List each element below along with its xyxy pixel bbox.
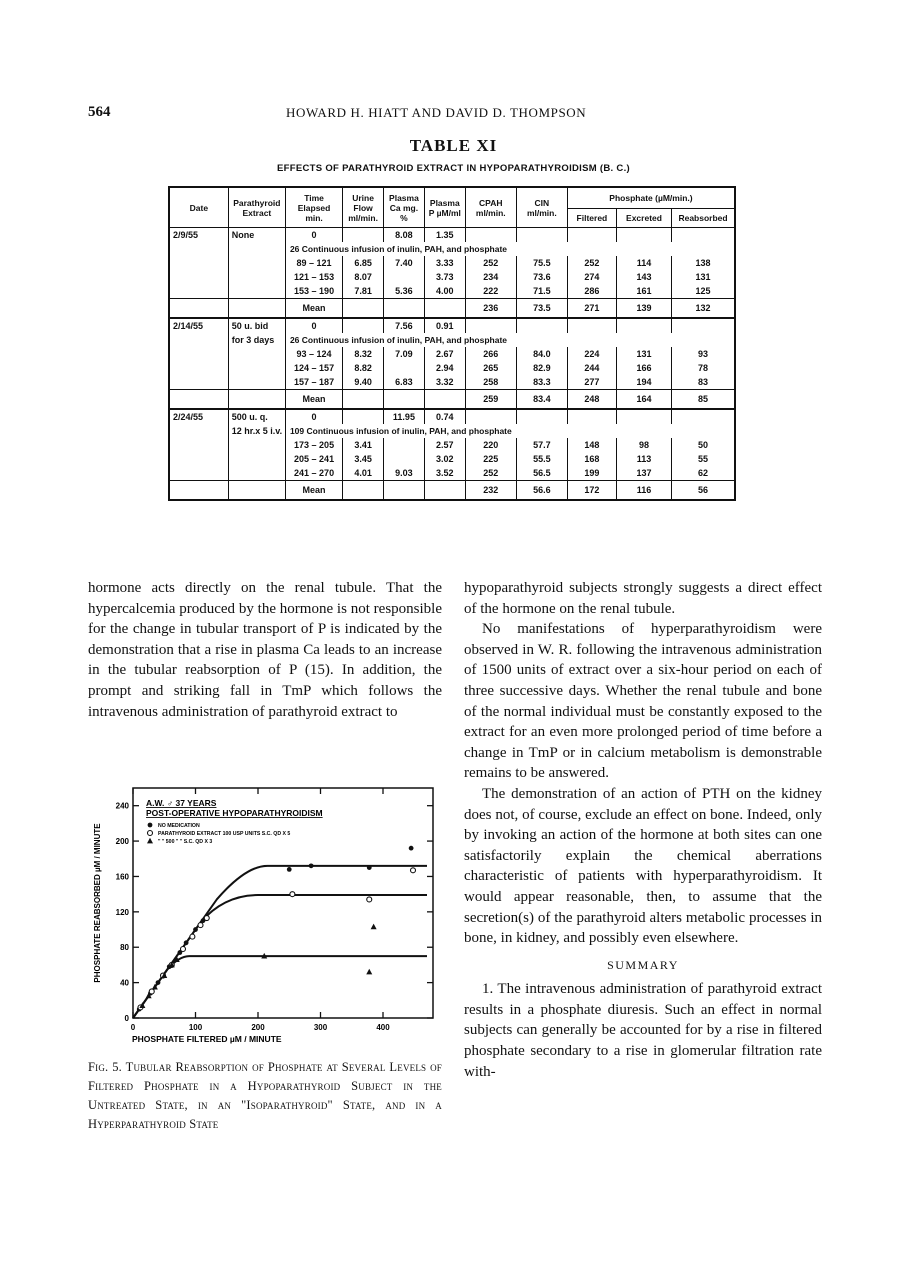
cell-plasma-p: 2.57	[424, 438, 465, 452]
table-row	[169, 270, 735, 284]
cell-cin: 82.9	[516, 361, 567, 375]
cell-urine-flow: 9.40	[343, 375, 384, 390]
left-paragraph: hormone acts directly on the renal tubule. That the hypercalcemia produced by the hormone is not responsible for the change in tubular transport of P is indicated by the demonstration that a rise in plasma Ca leads to an increase in the tubular reabsorption of P (15). In addition, the prompt and striking fall in TmP which follows the intravenous administration of parathyroid extract to	[88, 580, 442, 720]
cell-extract	[228, 452, 285, 466]
cell-mean-label: Mean	[285, 390, 342, 410]
data-point-open-circle	[290, 892, 295, 897]
table-row	[169, 242, 735, 256]
cell-cpah	[465, 409, 516, 424]
col-header-phosphate: Phosphate (µM/min.)	[567, 187, 735, 209]
col-header-excreted: Excreted	[616, 209, 671, 228]
cell-excreted	[616, 228, 671, 243]
y-tick-label: 120	[115, 907, 129, 917]
cell-excreted: 143	[616, 270, 671, 284]
cell-filtered	[567, 318, 616, 333]
summary-paragraph-1: 1. The intravenous administration of parathyroid extract results in a phosphate diuresis. Such an effect in normal subjects can generally be accounted for by a rise in filtered phosphate secondary to a rise in glomerular filtration rate with-	[464, 981, 822, 1080]
summary-heading: SUMMARY	[607, 957, 679, 972]
cell-urine-flow	[343, 318, 384, 333]
cell-plasma-ca: 7.40	[384, 256, 425, 270]
cell-filtered: 286	[567, 284, 616, 299]
cell-extract: for 3 days	[228, 333, 285, 347]
cell-extract	[228, 270, 285, 284]
cell-date	[169, 375, 228, 390]
data-point-filled-circle	[184, 940, 189, 945]
page-number: 564	[88, 104, 111, 120]
data-point-filled-circle	[193, 927, 198, 932]
cell-time: 0	[285, 228, 342, 243]
table-row	[169, 409, 735, 424]
right-paragraph-1: hypoparathyroid subjects strongly suggests a direct effect of the hormone on the renal tubule.	[464, 580, 822, 617]
legend-marker-filled-circle	[148, 823, 153, 828]
col-header-cin: CIN ml/min.	[516, 187, 567, 228]
cell-cin	[516, 318, 567, 333]
cell-date	[169, 299, 228, 319]
cell-time: 0	[285, 409, 342, 424]
cell-extract	[228, 438, 285, 452]
x-tick-label: 300	[313, 1023, 328, 1032]
cell-mean-label: Mean	[285, 481, 342, 501]
cell-reabsorbed: 78	[672, 361, 735, 375]
table-caption: EFFECTS OF PARATHYROID EXTRACT IN HYPOPARATHYROIDISM (B. C.)	[277, 163, 630, 174]
legend-entry-label: PARATHYROID EXTRACT 100 USP UNITS S.C. QD X 5	[158, 831, 291, 837]
table-row	[169, 390, 735, 410]
cell-date: 2/14/55	[169, 318, 228, 333]
cell-extract: 500 u. q.	[228, 409, 285, 424]
data-point-open-circle	[149, 989, 154, 994]
data-point-filled-circle	[287, 867, 292, 872]
cell-excreted: 161	[616, 284, 671, 299]
cell-excreted: 113	[616, 452, 671, 466]
cell-cpah: 252	[465, 466, 516, 481]
data-point-open-circle	[411, 868, 416, 873]
y-tick-label: 0	[124, 1014, 129, 1023]
cell-filtered: 277	[567, 375, 616, 390]
cell-extract	[228, 361, 285, 375]
cell-cpah: 236	[465, 299, 516, 319]
cell-excreted: 114	[616, 256, 671, 270]
cell-excreted: 166	[616, 361, 671, 375]
cell-cin: 73.5	[516, 299, 567, 319]
cell-cpah: 266	[465, 347, 516, 361]
cell-date	[169, 424, 228, 438]
y-tick-label: 200	[115, 837, 129, 847]
table-row	[169, 347, 735, 361]
cell-excreted	[616, 318, 671, 333]
cell-cin: 57.7	[516, 438, 567, 452]
col-header-cpah: CPAH ml/min.	[465, 187, 516, 228]
cell-excreted	[616, 409, 671, 424]
cell-plasma-ca	[384, 299, 425, 319]
col-header-time: Time Elapsed min.	[285, 187, 342, 228]
table-row	[169, 375, 735, 390]
cell-plasma-ca: 7.56	[384, 318, 425, 333]
cell-filtered: 148	[567, 438, 616, 452]
data-point-filled-circle	[367, 865, 372, 870]
table-row	[169, 284, 735, 299]
cell-plasma-ca	[384, 390, 425, 410]
cell-time: 89 – 121	[285, 256, 342, 270]
cell-plasma-ca: 7.09	[384, 347, 425, 361]
cell-urine-flow: 8.32	[343, 347, 384, 361]
cell-cpah: 252	[465, 256, 516, 270]
cell-cpah: 222	[465, 284, 516, 299]
x-tick-label: 400	[376, 1023, 390, 1032]
cell-cin	[516, 409, 567, 424]
cell-cpah: 220	[465, 438, 516, 452]
cell-plasma-p: 4.00	[424, 284, 465, 299]
cell-filtered: 248	[567, 390, 616, 410]
cell-filtered: 224	[567, 347, 616, 361]
cell-filtered	[567, 228, 616, 243]
cell-urine-flow: 7.81	[343, 284, 384, 299]
cell-infusion-note: 26 Continuous infusion of inulin, PAH, and phosphate	[289, 243, 508, 254]
cell-urine-flow	[343, 409, 384, 424]
cell-reabsorbed: 50	[672, 438, 735, 452]
table-row	[169, 466, 735, 481]
cell-plasma-ca: 9.03	[384, 466, 425, 481]
cell-plasma-p: 0.91	[424, 318, 465, 333]
cell-cpah: 265	[465, 361, 516, 375]
cell-urine-flow	[343, 390, 384, 410]
cell-cin	[516, 228, 567, 243]
cell-plasma-p: 3.73	[424, 270, 465, 284]
cell-extract	[228, 242, 285, 256]
col-header-filtered: Filtered	[567, 209, 616, 228]
cell-plasma-ca: 11.95	[384, 409, 425, 424]
data-point-filled-circle	[156, 980, 161, 985]
table-title: TABLE XI	[409, 136, 498, 155]
cell-extract: 50 u. bid	[228, 318, 285, 333]
cell-mean-label: Mean	[285, 299, 342, 319]
cell-plasma-p	[424, 481, 465, 501]
col-header-reabsorbed: Reabsorbed	[672, 209, 735, 228]
cell-date	[169, 284, 228, 299]
cell-time: 0	[285, 318, 342, 333]
cell-date	[169, 390, 228, 410]
cell-date	[169, 333, 228, 347]
cell-reabsorbed: 132	[672, 299, 735, 319]
cell-cpah: 259	[465, 390, 516, 410]
cell-time: 241 – 270	[285, 466, 342, 481]
table-row	[169, 424, 735, 438]
cell-urine-flow: 6.85	[343, 256, 384, 270]
cell-urine-flow: 8.07	[343, 270, 384, 284]
data-point-open-circle	[181, 947, 186, 952]
right-paragraph-2: No manifestations of hyperparathyroidism were observed in W. R. following the intravenous administration of 1500 units of extract over a six-hour period on each of three successive days. Whether the renal tubule and bone of the normal individual must be constantly exposed to the extract for an even more prolonged period of time before a change in TmP or in calcium metabolism is demonstrable remains to be answered.	[464, 621, 822, 782]
cell-cpah: 225	[465, 452, 516, 466]
cell-cin: 71.5	[516, 284, 567, 299]
cell-extract: None	[228, 228, 285, 243]
cell-date: 2/9/55	[169, 228, 228, 243]
cell-time: 121 – 153	[285, 270, 342, 284]
cell-date	[169, 270, 228, 284]
cell-plasma-ca	[384, 481, 425, 501]
cell-excreted: 131	[616, 347, 671, 361]
table-row	[169, 228, 735, 243]
cell-cpah: 258	[465, 375, 516, 390]
cell-extract	[228, 284, 285, 299]
cell-cin: 75.5	[516, 256, 567, 270]
cell-excreted: 139	[616, 299, 671, 319]
table-row	[169, 318, 735, 333]
fitted-curve-2	[133, 956, 427, 1018]
col-header-plasma-p: Plasma P µM/ml	[424, 187, 465, 228]
cell-urine-flow	[343, 481, 384, 501]
left-column	[88, 578, 442, 722]
table-row	[169, 299, 735, 319]
col-header-plasma-ca: Plasma Ca mg. %	[384, 187, 425, 228]
cell-plasma-p: 0.74	[424, 409, 465, 424]
cell-date	[169, 466, 228, 481]
data-point-open-circle	[198, 923, 203, 928]
cell-plasma-ca	[384, 452, 425, 466]
cell-time: 157 – 187	[285, 375, 342, 390]
cell-date: 2/24/55	[169, 409, 228, 424]
cell-extract: 12 hr.x 5 i.v.	[228, 424, 285, 438]
cell-infusion-note: 109 Continuous infusion of inulin, PAH, and phosphate	[289, 425, 512, 436]
y-tick-label: 40	[120, 978, 129, 988]
cell-urine-flow: 8.82	[343, 361, 384, 375]
cell-cpah: 232	[465, 481, 516, 501]
x-axis-label: PHOSPHATE FILTERED µM / MINUTE	[132, 1034, 282, 1044]
cell-reabsorbed: 93	[672, 347, 735, 361]
cell-cpah	[465, 318, 516, 333]
legend-marker-triangle	[147, 838, 153, 844]
cell-extract	[228, 347, 285, 361]
cell-extract	[228, 466, 285, 481]
cell-time: 93 – 124	[285, 347, 342, 361]
data-point-open-circle	[190, 934, 195, 939]
cell-excreted: 194	[616, 375, 671, 390]
cell-reabsorbed: 55	[672, 452, 735, 466]
table-row	[169, 333, 735, 347]
cell-filtered: 172	[567, 481, 616, 501]
cell-date	[169, 242, 228, 256]
data-point-filled-circle	[309, 863, 314, 868]
col-header-date: Date	[169, 187, 228, 228]
cell-extract	[228, 375, 285, 390]
y-tick-label: 240	[115, 801, 129, 811]
figure-caption: Fig. 5. Tubular Reabsorption of Phosphate at Several Levels of Filtered Phosphate in a Hypoparathyroid Subject in the Untreated State, in an "Isoparathyroid" State, and in a Hyperparathyroid State	[88, 1060, 442, 1131]
cell-reabsorbed	[672, 318, 735, 333]
cell-filtered	[567, 409, 616, 424]
y-tick-label: 160	[115, 872, 129, 882]
cell-plasma-ca: 6.83	[384, 375, 425, 390]
cell-date	[169, 361, 228, 375]
cell-cin: 83.4	[516, 390, 567, 410]
cell-filtered: 199	[567, 466, 616, 481]
right-paragraph-3: The demonstration of an action of PTH on the kidney does not, of course, exclude an effect on bone. Indeed, only by invoking an action of the hormone at both sites can one satisfactorily explain the chemical aberrations characteristic of patients with hyperparathyroidism. It would appear reasonable, then, to assume that the secretion(s) of the parathyroid alters metabolic processes in bone, in kidney, and possibly even elsewhere.	[464, 785, 822, 947]
right-column	[464, 578, 822, 1082]
cell-plasma-ca	[384, 270, 425, 284]
cell-plasma-p: 3.32	[424, 375, 465, 390]
cell-date	[169, 347, 228, 361]
cell-reabsorbed	[672, 228, 735, 243]
table-row	[169, 256, 735, 270]
table-row	[169, 452, 735, 466]
cell-cpah	[465, 228, 516, 243]
cell-date	[169, 481, 228, 501]
cell-cin: 84.0	[516, 347, 567, 361]
cell-urine-flow	[343, 299, 384, 319]
cell-plasma-p: 3.52	[424, 466, 465, 481]
cell-urine-flow: 4.01	[343, 466, 384, 481]
cell-reabsorbed	[672, 409, 735, 424]
data-point-open-circle	[367, 897, 372, 902]
cell-time: 124 – 157	[285, 361, 342, 375]
cell-cin: 56.6	[516, 481, 567, 501]
cell-cin: 73.6	[516, 270, 567, 284]
x-tick-label: 200	[251, 1023, 265, 1032]
legend-title-line-1: A.W. ♂ 37 YEARS	[146, 798, 217, 808]
cell-plasma-p: 2.67	[424, 347, 465, 361]
cell-filtered: 274	[567, 270, 616, 284]
cell-reabsorbed: 131	[672, 270, 735, 284]
cell-extract	[228, 256, 285, 270]
cell-plasma-p: 1.35	[424, 228, 465, 243]
cell-extract	[228, 481, 285, 501]
cell-excreted: 137	[616, 466, 671, 481]
cell-extract	[228, 390, 285, 410]
running-header	[88, 104, 587, 121]
cell-excreted: 98	[616, 438, 671, 452]
cell-reabsorbed: 138	[672, 256, 735, 270]
y-tick-label: 80	[120, 943, 129, 953]
cell-plasma-ca: 5.36	[384, 284, 425, 299]
x-tick-label: 0	[130, 1023, 136, 1032]
cell-plasma-p: 3.02	[424, 452, 465, 466]
cell-plasma-p: 2.94	[424, 361, 465, 375]
cell-plasma-p	[424, 299, 465, 319]
cell-plasma-p	[424, 390, 465, 410]
cell-filtered: 244	[567, 361, 616, 375]
col-header-urine-flow: Urine Flow ml/min.	[343, 187, 384, 228]
x-tick-label: 100	[188, 1023, 203, 1032]
data-point-filled-circle	[409, 846, 414, 851]
cell-extract	[228, 299, 285, 319]
data-table	[168, 186, 736, 501]
cell-reabsorbed: 56	[672, 481, 735, 501]
cell-plasma-ca	[384, 438, 425, 452]
col-header-extract: Parathyroid Extract	[228, 187, 285, 228]
cell-excreted: 116	[616, 481, 671, 501]
data-point-triangle	[371, 924, 377, 930]
cell-time: 173 – 205	[285, 438, 342, 452]
cell-date	[169, 438, 228, 452]
data-point-open-circle	[204, 916, 209, 921]
cell-filtered: 271	[567, 299, 616, 319]
cell-time: 205 – 241	[285, 452, 342, 466]
cell-cin: 83.3	[516, 375, 567, 390]
cell-cin: 56.5	[516, 466, 567, 481]
data-point-triangle	[366, 969, 372, 975]
table-row	[169, 438, 735, 452]
cell-cpah: 234	[465, 270, 516, 284]
cell-plasma-ca	[384, 361, 425, 375]
table-row	[169, 361, 735, 375]
cell-urine-flow: 3.45	[343, 452, 384, 466]
figure-5-chart	[88, 780, 448, 1048]
cell-reabsorbed: 85	[672, 390, 735, 410]
y-axis-label: PHOSPHATE REABSORBED µM / MINUTE	[93, 823, 102, 983]
legend-entry-label: NO MEDICATION	[158, 823, 200, 829]
cell-urine-flow: 3.41	[343, 438, 384, 452]
fitted-curve-0	[133, 866, 427, 1018]
cell-date	[169, 452, 228, 466]
legend-marker-open-circle	[148, 831, 153, 836]
cell-reabsorbed: 62	[672, 466, 735, 481]
cell-date	[169, 256, 228, 270]
legend-entry-label: " " 500 " " S.C. QD X 3	[158, 839, 213, 845]
cell-reabsorbed: 125	[672, 284, 735, 299]
cell-infusion-note: 26 Continuous infusion of inulin, PAH, and phosphate	[289, 334, 508, 345]
cell-time: 153 – 190	[285, 284, 342, 299]
table-row	[169, 481, 735, 501]
cell-reabsorbed: 83	[672, 375, 735, 390]
running-header-authors: HOWARD H. HIATT AND DAVID D. THOMPSON	[286, 105, 587, 120]
cell-filtered: 168	[567, 452, 616, 466]
cell-excreted: 164	[616, 390, 671, 410]
cell-plasma-p: 3.33	[424, 256, 465, 270]
cell-filtered: 252	[567, 256, 616, 270]
cell-urine-flow	[343, 228, 384, 243]
legend-title-line-2: POST-OPERATIVE HYPOPARATHYROIDISM	[146, 808, 323, 818]
cell-cin: 55.5	[516, 452, 567, 466]
cell-plasma-ca: 8.08	[384, 228, 425, 243]
